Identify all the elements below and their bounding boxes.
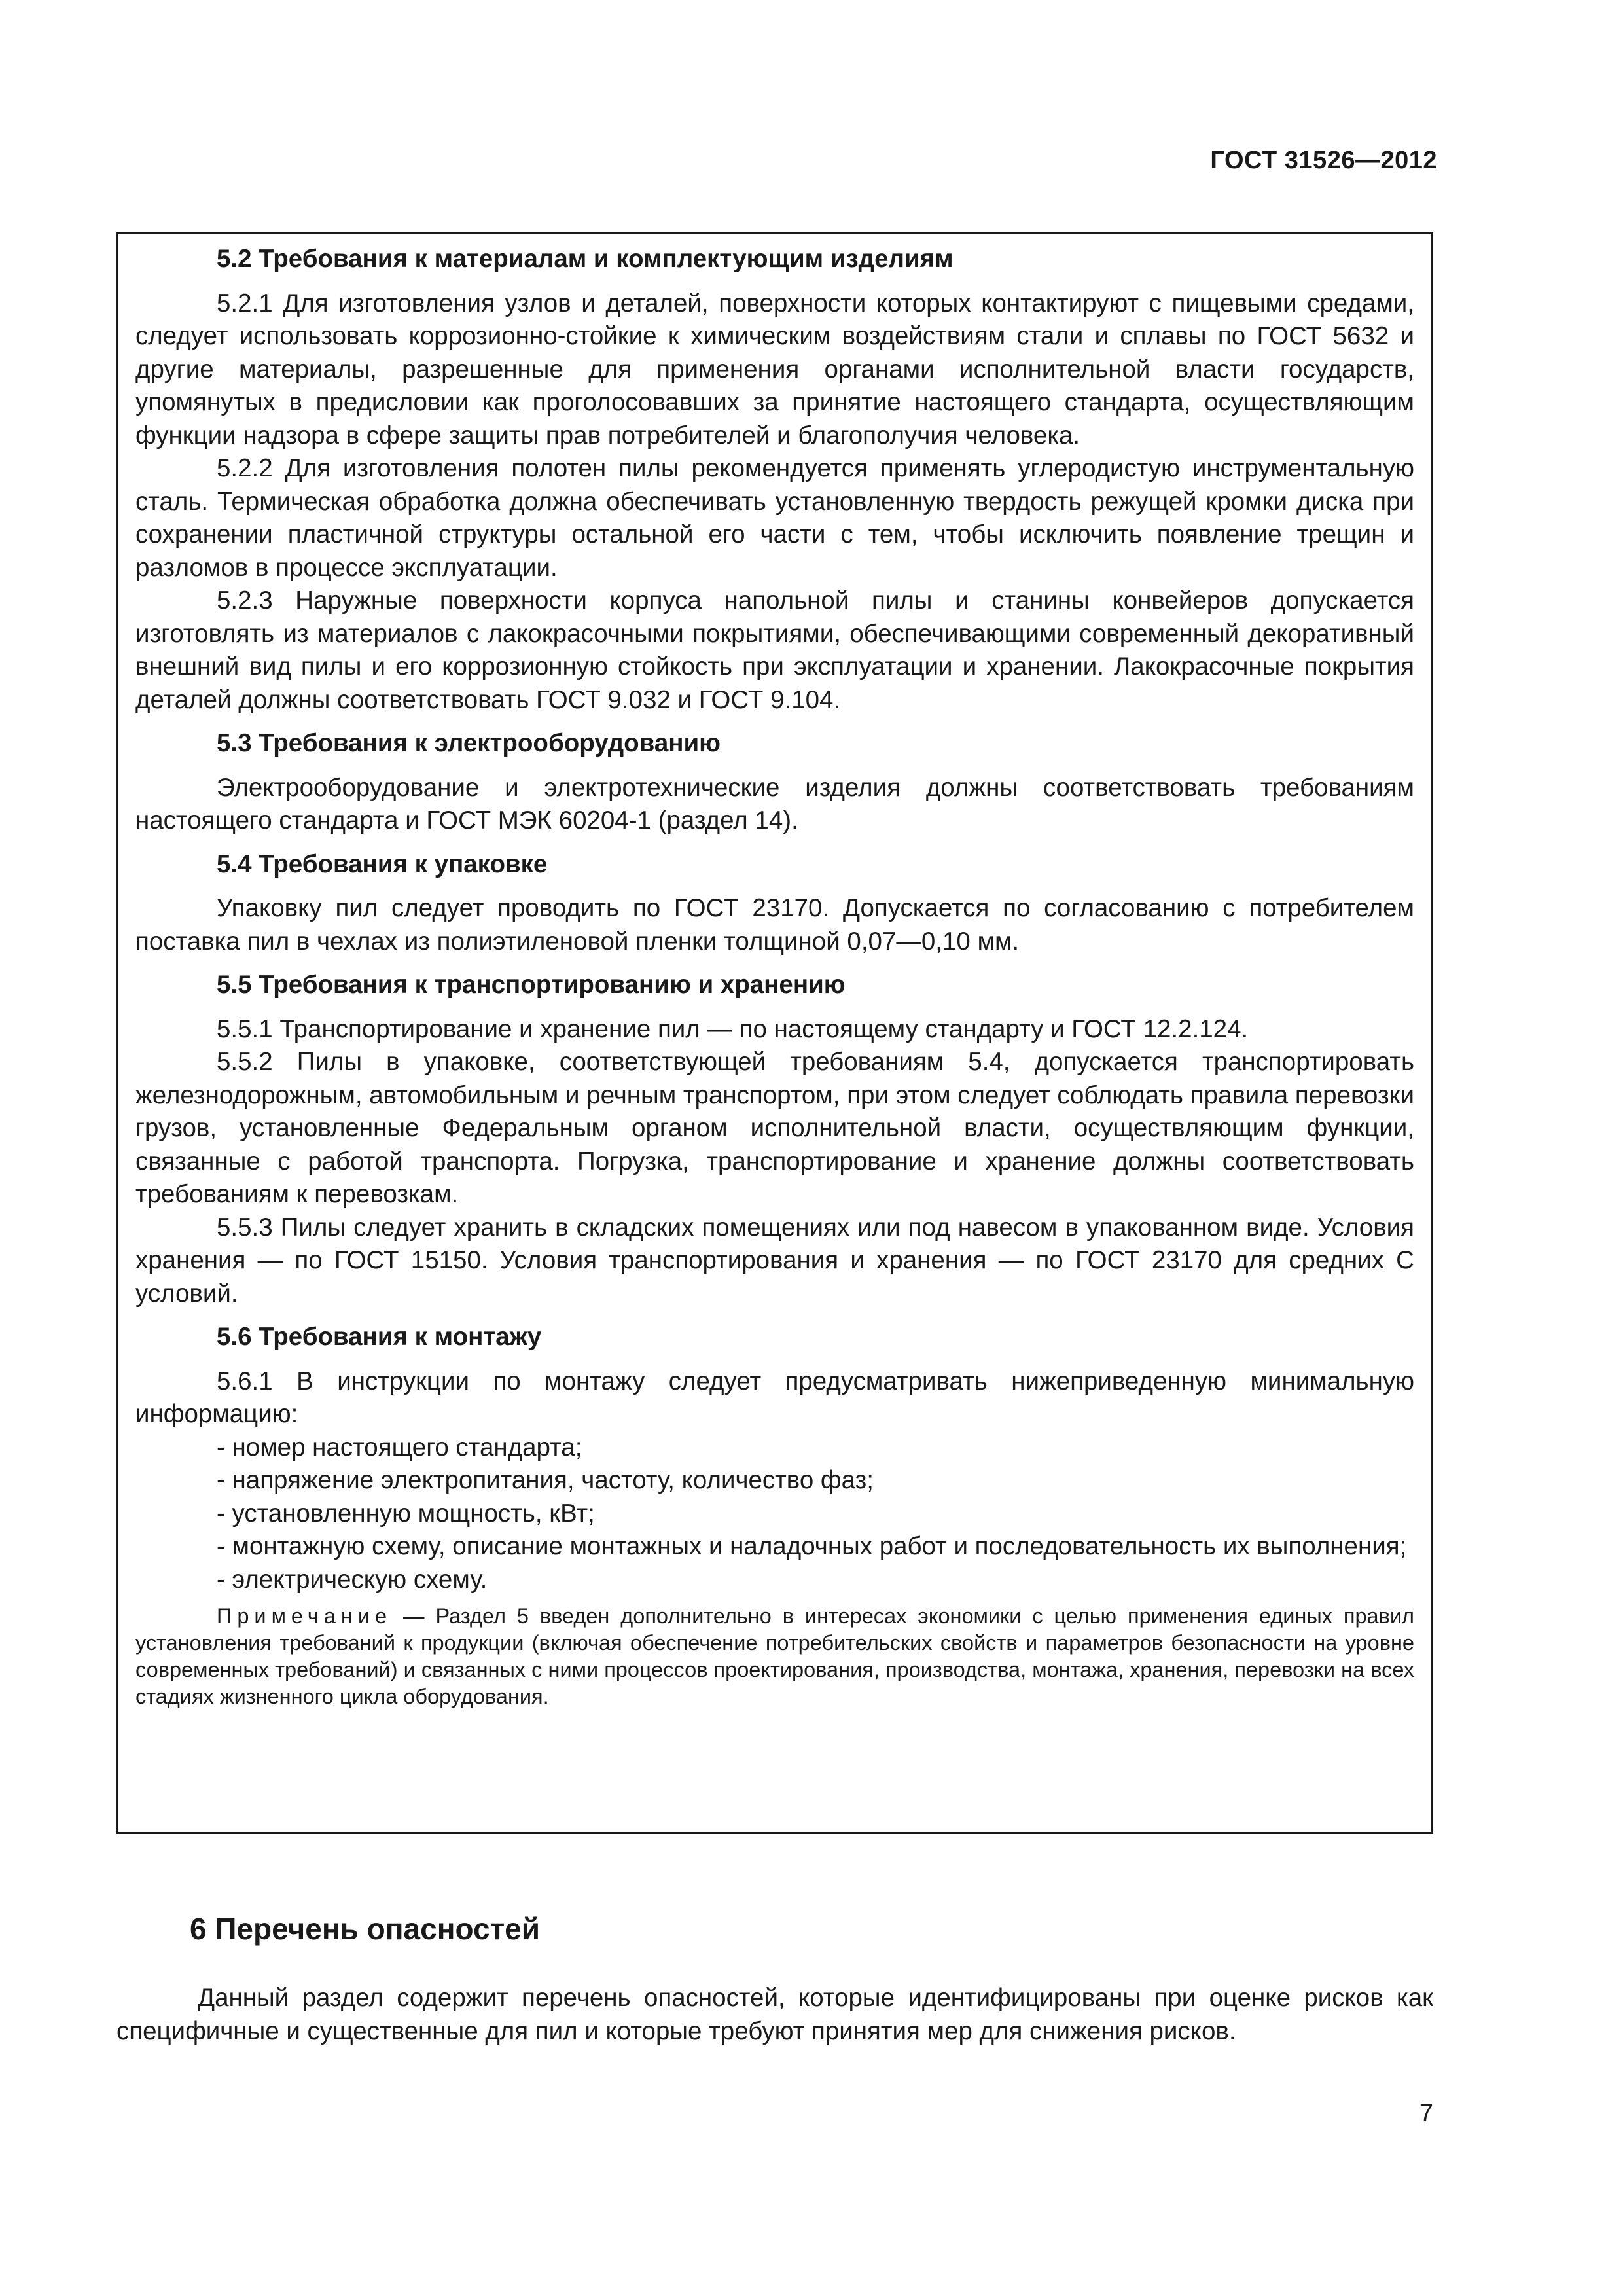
paragraph-5-5-1: 5.5.1 Транспортирование и хранение пил — по настоящему стандарту и ГОСТ 12.2.124. [217, 1014, 1249, 1043]
note [135, 1603, 1414, 1710]
paragraph-5-3: Электрооборудование и электротехнические изделия должны соответствовать требованиям настоящего стандарта и ГОСТ МЭК 60204-1 (раздел 14). [135, 773, 1414, 834]
paragraph-5-4: Упаковку пил следует проводить по ГОСТ 23170. Допускается по согласованию с потребителем поставка пил в чехлах из полиэтиленовой пленки толщиной 0,07—0,10 мм. [135, 894, 1414, 956]
note-text: — Раздел 5 введен дополнительно в интересах экономики с целью применения единых правил установления требований к продукции (включая обеспечение потребительских свойств и параметров безопасности на уровне современных требований) и связанных с ними процессов проектирования, производства, монтажа, хранения, перевозки на всех стадиях жизненного цикла оборудования. [135, 1604, 1414, 1708]
heading-5-5: 5.5 Требования к транспортированию и хранению [217, 971, 846, 999]
list-item: - напряжение электропитания, частоту, количество фаз; [217, 1466, 874, 1494]
heading-5-4: 5.4 Требования к упаковке [217, 850, 548, 878]
heading-5-3: 5.3 Требования к электрооборудованию [217, 729, 721, 757]
note-label: Примечание [217, 1604, 393, 1628]
list-item: - установленную мощность, кВт; [217, 1499, 595, 1528]
paragraph-5-2-3: 5.2.3 Наружные поверхности корпуса напольной пилы и станины конвейеров допускается изготовлять из материалов с лакокрасочными покрытиями, обеспечивающими современный декоративный внешний вид пилы и его коррозионную стойкость при эксплуатации и хранении. Лакокрасочные покрытия деталей должны соответствовать ГОСТ 9.032 и ГОСТ 9.104. [135, 586, 1414, 714]
heading-5-2: 5.2 Требования к материалам и комплектующим изделиям [217, 245, 954, 273]
paragraph-5-6-1: 5.6.1 В инструкции по монтажу следует предусматривать нижеприведенную минимальную информацию: [135, 1367, 1414, 1428]
heading-5-6: 5.6 Требования к монтажу [217, 1323, 542, 1351]
paragraph-5-5-3: 5.5.3 Пилы следует хранить в складских помещениях или под навесом в упакованном виде. Условия хранения — по ГОСТ 15150. Условия транспортирования и хранения — по ГОСТ 23170 для средних С условий. [135, 1213, 1414, 1308]
heading-section-6: 6 Перечень опасностей [190, 1912, 540, 1946]
page-number: 7 [1419, 2100, 1433, 2127]
paragraph-5-5-2: 5.5.2 Пилы в упаковке, соответствующей требованиям 5.4, допускается транспортировать железнодорожным, автомобильным и речным транспортом, при этом следует соблюдать правила перевозки грузов, установленные Федеральным органом исполнительной власти, осуществляющим функции, связанные с работой транспорта. Погрузка, транспортирование и хранение должны соответствовать требованиям к перевозкам. [135, 1048, 1414, 1208]
document-number: ГОСТ 31526—2012 [1210, 147, 1437, 174]
paragraph-section-6: Данный раздел содержит перечень опасностей, которые идентифицированы при оценке рисков как специфичные и существенные для пил и которые требуют принятия мер для снижения рисков. [116, 1984, 1433, 2045]
list-item: - монтажную схему, описание монтажных и наладочных работ и последовательность их выполнения; [217, 1532, 1407, 1560]
list-item: - номер настоящего стандарта; [217, 1433, 582, 1462]
paragraph-5-2-2: 5.2.2 Для изготовления полотен пилы рекомендуется применять углеродистую инструментальную сталь. Термическая обработка должна обеспечивать установленную твердость режущей кромки диска при сохранении пластичной структуры остальной его части с тем, чтобы исключить появление трещин и разломов в процессе эксплуатации. [135, 454, 1414, 582]
framed-content [135, 243, 1414, 1710]
list-item: - электрическую схему. [217, 1565, 488, 1594]
framed-section-5 [116, 232, 1433, 1834]
paragraph-5-2-1: 5.2.1 Для изготовления узлов и деталей, поверхности которых контактируют с пищевыми средами, следует использовать коррозионно-стойкие к химическим воздействиям стали и сплавы по ГОСТ 5632 и другие материалы, разрешенные для применения органами исполнительной власти государств, упомянутых в предисловии как проголосовавших за принятие настоящего стандарта, осуществляющим функции надзора в сфере защиты прав потребителей и благополучия человека. [135, 289, 1414, 450]
